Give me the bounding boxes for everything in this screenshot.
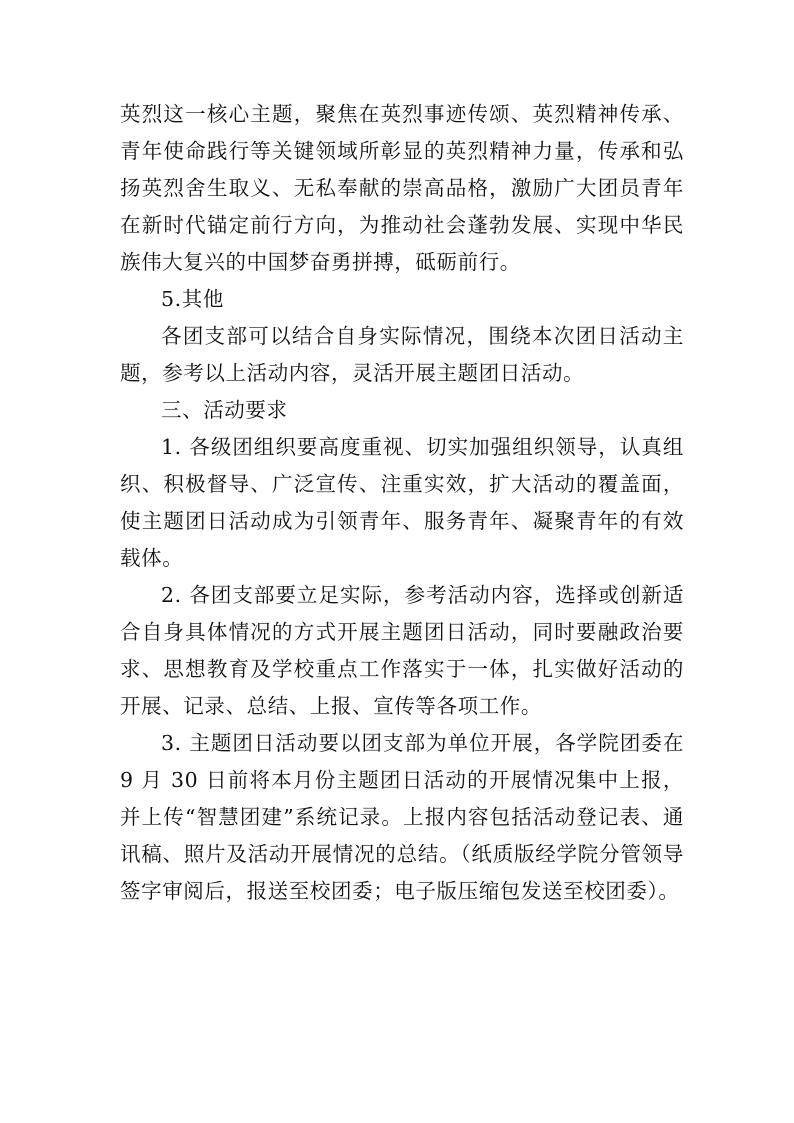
paragraph-heroes-theme: 英烈这一核心主题，聚焦在英烈事迹传颂、英烈精神传承、青年使命践行等关键领域所彰显的英烈精神力量，传承和弘扬英烈舍生取义、无私奉献的崇高品格，激励广大团员青年在新时代锚定前行方向，为推动社会蓬勃发展、实现中华民族伟大复兴的中国梦奋勇拼搏，砥砺前行。 bbox=[120, 102, 684, 274]
paragraph-requirement-3: 3. 主题团日活动要以团支部为单位开展，各学院团委在9 月 30 日前将本月份主题团日活动的开展情况集中上报，并上传“智慧团建”系统记录。上报内容包括活动登记表、通讯稿、照片及活动开展情况的总结。（纸质版经学院分管领导签字审阅后，报送至校团委；电子版压缩包发送至校团委）。 bbox=[120, 731, 684, 903]
section-heading-requirements: 三、活动要求 bbox=[161, 398, 288, 422]
paragraph-item-5-title: 5.其他 bbox=[161, 287, 224, 311]
document-page bbox=[120, 96, 684, 910]
paragraph-requirement-1: 1. 各级团组织要高度重视、切实加强组织领导，认真组织、积极督导、广泛宣传、注重实效，扩大活动的覆盖面，使主题团日活动成为引领青年、服务青年、凝聚青年的有效载体。 bbox=[120, 435, 684, 570]
paragraph-requirement-2: 2. 各团支部要立足实际，参考活动内容，选择或创新适合自身具体情况的方式开展主题团日活动，同时要融政治要求、思想教育及学校重点工作落实于一体，扎实做好活动的开展、记录、总结、上报、宣传等各项工作。 bbox=[120, 583, 684, 718]
paragraph-other-activities: 各团支部可以结合自身实际情况，围绕本次团日活动主题，参考以上活动内容，灵活开展主题团日活动。 bbox=[120, 324, 684, 385]
